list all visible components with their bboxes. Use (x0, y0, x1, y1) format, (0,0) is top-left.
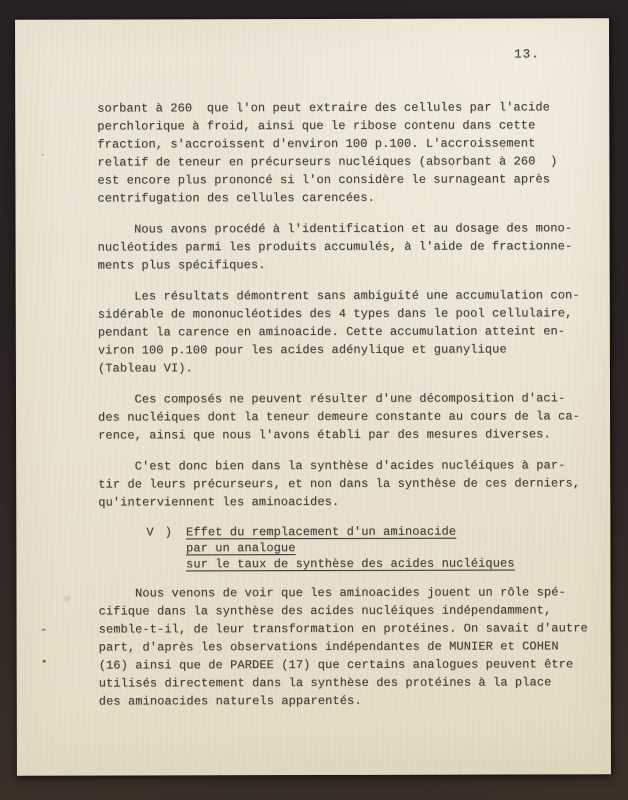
page-number: 13. (514, 47, 540, 62)
paragraph-analogues: Nous venons de voir que les aminoacides jouent un rôle spé- cifique dans la synthèse des acides nucléiques indépendamment, semble-t-il, de leur transformation en protéines. On savait d'autre part, d'après les observations indépendantes de MUNIER et COHEN (16) ainsi que de PARDEE (17) que certains analogues peuvent être utilisés directement dans la synthèse des protéines à la place des aminoacides naturels apparentés. (98, 585, 588, 709)
section-heading-line-3: sur le taux de synthèse des acides nucléiques (186, 556, 515, 572)
section-heading (98, 523, 598, 572)
page-text (97, 98, 599, 723)
paper-speck (41, 154, 44, 156)
paper-speck (43, 660, 46, 663)
paper-speck (42, 629, 46, 631)
paragraph-sorbant: sorbant à 260 que l'on peut extraire des cellules par l'acide perchlorique à froid, ainsi que le ribose contenu dans cette fraction, s'accroissent d'environ 100 p.100. L'accroissement relatif de teneur en précurseurs nucléiques (absorbant à 260 ) est encore plus prononcé si l'on considère le surnageant après centrifugation des cellules carencées. (97, 100, 558, 206)
section-heading-line-1: Effet du remplacement d'un aminoacide (185, 524, 457, 540)
section-number: V ) (146, 525, 174, 540)
paragraph-composes: Ces composés ne peuvent résulter d'une décomposition d'aci- des nucléiques dont la teneur demeure constante au cours de la ca- rence, ainsi que nous l'avons établi par des mesures diverses. (97, 391, 580, 443)
paragraph-synthese: C'est donc bien dans la synthèse d'acides nucléiques à par- tir de leurs précurseurs, et non dans la synthèse de ces derniers, qu'interviennent les aminoacides. (98, 458, 581, 510)
paper-smudge (64, 596, 71, 602)
paragraph-identification: Nous avons procédé à l'identification et au dosage des mono- nucléotides parmi les produits accumulés, à l'aide de fractionne- ments plus spécifiques. (97, 221, 573, 273)
section-heading-title (186, 523, 515, 572)
document-page (15, 18, 611, 776)
section-heading-line-2: par un analogue (185, 541, 296, 556)
paragraph-resultats: Les résultats démontrent sans ambiguité une accumulation con- sidérable de mononucléotides des 4 types dans le pool cellulaire, pendant la carence en aminoacide. Cette accumulation atteint en- viron 100 p.100 pour les acides adénylique et guanylique (Tableau VI). (97, 288, 580, 376)
